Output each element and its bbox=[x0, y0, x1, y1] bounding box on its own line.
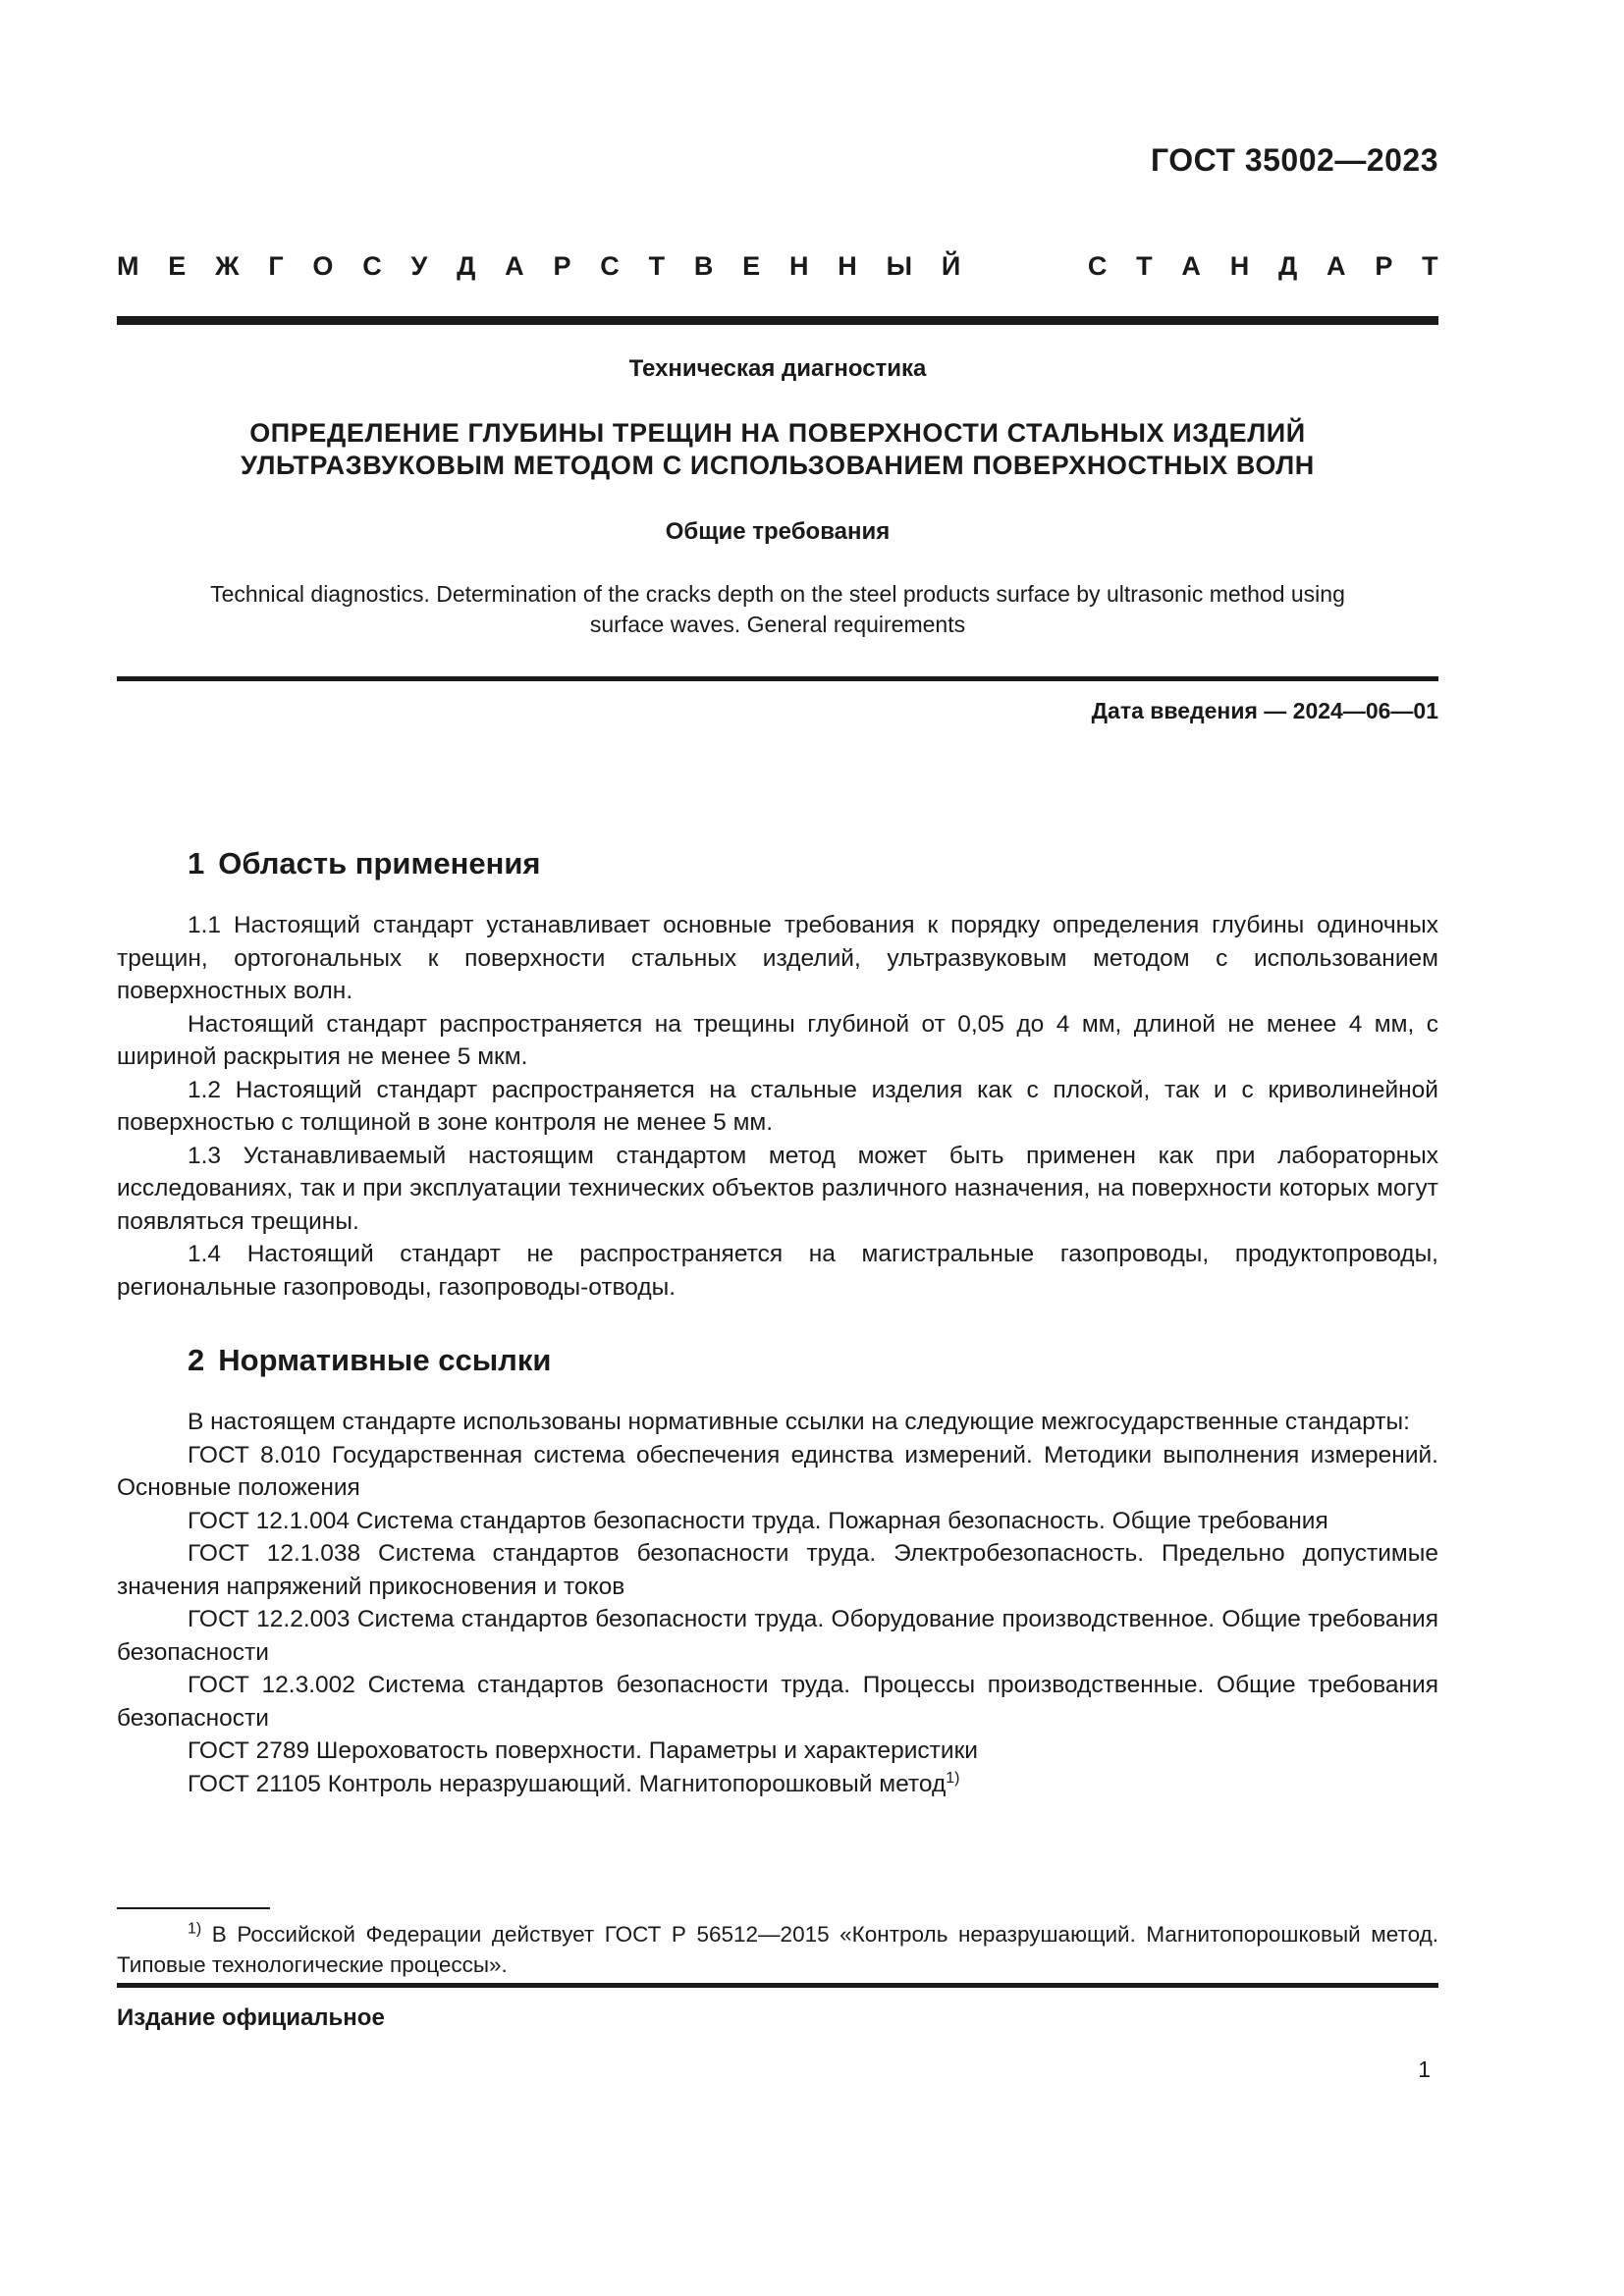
paragraph: 1.3 Устанавливаемый настоящим стандартом метод может быть применен как при лабораторных исследованиях, так и при эксплуатации технических объектов различного назначения, на поверхности которых могут появляться трещины. bbox=[117, 1142, 1438, 1235]
paragraph: 1.4 Настоящий стандарт не распространяется на магистральные газопроводы, продуктопроводы, региональные газопроводы, газопроводы-отводы. bbox=[117, 1241, 1438, 1301]
header-divider bbox=[117, 316, 1438, 325]
banner-letter: Ж bbox=[215, 251, 240, 281]
banner-letter: Д bbox=[457, 251, 476, 281]
section-title: Область применения bbox=[218, 846, 541, 881]
banner-letter: Г bbox=[268, 251, 284, 281]
reference-item: ГОСТ 12.1.004 Система стандартов безопасности труда. Пожарная безопасность. Общие требования bbox=[188, 1507, 1328, 1534]
title-line: ОПРЕДЕЛЕНИЕ ГЛУБИНЫ ТРЕЩИН НА ПОВЕРХНОСТИ СТАЛЬНЫХ ИЗДЕЛИЙ bbox=[249, 418, 1306, 448]
banner-letter: Н bbox=[1229, 251, 1250, 281]
banner-letter: Н bbox=[788, 251, 809, 281]
banner-letter: Т bbox=[1136, 251, 1153, 281]
english-title bbox=[117, 579, 1438, 640]
banner-letter: О bbox=[312, 251, 334, 281]
footnote-reference[interactable]: 1) bbox=[946, 1769, 960, 1787]
banner-letter: Н bbox=[838, 251, 857, 281]
reference-item bbox=[117, 1768, 1438, 1801]
english-title-line: surface waves. General requirements bbox=[589, 612, 966, 637]
footer-divider bbox=[117, 1983, 1438, 1988]
banner-letter: С bbox=[1087, 251, 1108, 281]
document-page bbox=[117, 0, 1438, 2296]
footnote-mark: 1) bbox=[188, 1920, 202, 1938]
banner-letter: С bbox=[362, 251, 382, 281]
banner-letter: Д bbox=[1278, 251, 1298, 281]
banner-letter: Т bbox=[1422, 251, 1438, 281]
banner-letter: Т bbox=[648, 251, 666, 281]
page-number: 1 bbox=[1418, 2056, 1431, 2082]
paragraph: 1.1 Настоящий стандарт устанавливает основные требования к порядку определения глубины одиночных трещин, ортогональных к поверхности стальных изделий, ультразвуковым методом с использованием поверхностных волн. bbox=[117, 912, 1438, 1004]
footnote-text: В Российской Федерации действует ГОСТ Р 56512—2015 «Контроль неразрушающий. Магнитопорошковый метод. Типовые технологические процессы». bbox=[117, 1922, 1438, 1977]
section-title: Нормативные ссылки bbox=[218, 1343, 552, 1377]
title-divider bbox=[117, 676, 1438, 681]
subject-heading: Техническая диагностика bbox=[628, 355, 927, 382]
section-body-scope bbox=[117, 909, 1438, 1304]
english-title-line: Technical diagnostics. Determination of the cracks depth on the steel products surface by ultrasonic method using bbox=[210, 581, 1345, 607]
section-body-references bbox=[117, 1406, 1438, 1800]
banner-letter: У bbox=[410, 251, 428, 281]
paragraph: В настоящем стандарте использованы нормативные ссылки на следующие межгосударственные стандарты: bbox=[188, 1409, 1410, 1435]
reference-item: ГОСТ 12.3.002 Система стандартов безопасности труда. Процессы производственные. Общие требования безопасности bbox=[117, 1672, 1438, 1732]
banner-letter: Е bbox=[168, 251, 187, 281]
banner-letter: Р bbox=[1375, 251, 1393, 281]
standard-type-banner bbox=[117, 251, 1438, 282]
title-line: УЛЬТРАЗВУКОВЫМ МЕТОДОМ С ИСПОЛЬЗОВАНИЕМ ПОВЕРХНОСТНЫХ ВОЛН bbox=[241, 451, 1315, 480]
banner-letter: Ы bbox=[886, 251, 913, 281]
footnote bbox=[117, 1919, 1438, 1980]
standard-code: ГОСТ 35002—2023 bbox=[1150, 142, 1438, 178]
banner-letter: В bbox=[693, 251, 714, 281]
banner-letter: А bbox=[505, 251, 524, 281]
banner-letter: С bbox=[600, 251, 620, 281]
banner-letter: А bbox=[1326, 251, 1346, 281]
banner-letter: М bbox=[117, 251, 139, 281]
paragraph: Настоящий стандарт распространяется на трещины глубиной от 0,05 до 4 мм, длиной не менее 4 мм, с шириной раскрытия не менее 5 мкм. bbox=[117, 1010, 1438, 1070]
section-heading-scope bbox=[188, 846, 541, 881]
banner-letter: А bbox=[1181, 251, 1201, 281]
section-number: 1 bbox=[188, 846, 205, 881]
section-heading-references bbox=[188, 1343, 551, 1378]
reference-item: ГОСТ 12.2.003 Система стандартов безопасности труда. Оборудование производственное. Общие требования безопасности bbox=[117, 1606, 1438, 1666]
reference-item: ГОСТ 2789 Шероховатость поверхности. Параметры и характеристики bbox=[188, 1737, 978, 1764]
reference-item: ГОСТ 12.1.038 Система стандартов безопасности труда. Электробезопасность. Предельно допустимые значения напряжений прикосновения и токов bbox=[117, 1540, 1438, 1600]
section-number: 2 bbox=[188, 1343, 205, 1377]
reference-item: ГОСТ 8.010 Государственная система обеспечения единства измерений. Методики выполнения измерений. Основные положения bbox=[117, 1441, 1438, 1501]
banner-letter: Й bbox=[941, 251, 961, 281]
reference-text: ГОСТ 21105 Контроль неразрушающий. Магнитопорошковый метод bbox=[188, 1770, 947, 1797]
document-subtitle: Общие требования bbox=[665, 518, 891, 545]
introduction-date: Дата введения — 2024—06—01 bbox=[1091, 698, 1438, 723]
document-title bbox=[117, 417, 1438, 482]
banner-letter: Е bbox=[742, 251, 761, 281]
paragraph: 1.2 Настоящий стандарт распространяется на стальные изделия как с плоской, так и с криволинейной поверхностью с толщиной в зоне контроля не менее 5 мм. bbox=[117, 1076, 1438, 1136]
banner-letter: Р bbox=[553, 251, 571, 281]
footnote-separator bbox=[117, 1907, 270, 1909]
edition-label: Издание официальное bbox=[117, 2004, 385, 2031]
